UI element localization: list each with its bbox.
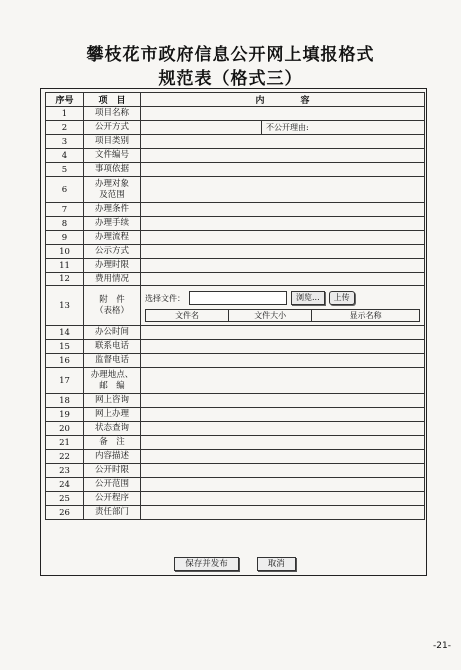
row-item-label: 费用情况 (84, 273, 141, 286)
row-item-label: 备 注 (84, 436, 141, 450)
browse-button[interactable]: 浏览... (291, 291, 325, 305)
row-content-field[interactable] (141, 217, 425, 231)
table-row (46, 273, 425, 286)
table-row (46, 231, 425, 245)
row-content-field[interactable] (141, 231, 425, 245)
row-number: 2 (46, 121, 84, 135)
row-item-label: 办理对象 及范围 (84, 177, 141, 203)
non-disclosure-reason-label: 不公开理由: (266, 123, 309, 132)
row-number: 10 (46, 245, 84, 259)
row-item-label: 办理条件 (84, 203, 141, 217)
row-content-field[interactable] (141, 436, 425, 450)
row-item-label: 联系电话 (84, 340, 141, 354)
header-item: 项 目 (84, 93, 141, 107)
row-content-field[interactable] (141, 259, 425, 273)
table-row (46, 368, 425, 394)
row-number: 20 (46, 422, 84, 436)
table-row (46, 259, 425, 273)
row-number: 12 (46, 273, 84, 286)
table-row (46, 340, 425, 354)
row-content-field[interactable] (141, 354, 425, 368)
row-content-field[interactable] (141, 492, 425, 506)
file-select-row (141, 289, 424, 307)
action-bar (46, 556, 424, 572)
file-path-input[interactable] (189, 291, 287, 305)
table-row (46, 436, 425, 450)
row-number: 23 (46, 464, 84, 478)
table-row (46, 121, 425, 135)
row-content-field[interactable] (141, 394, 425, 408)
row-content-field[interactable] (141, 326, 425, 340)
row-number: 25 (46, 492, 84, 506)
attachment-column-header: 显示名称 (349, 311, 382, 320)
table-row (46, 177, 425, 203)
table-row (46, 478, 425, 492)
row-number: 15 (46, 340, 84, 354)
cancel-button[interactable]: 取消 (257, 557, 296, 571)
table-row (46, 163, 425, 177)
row-number: 22 (46, 450, 84, 464)
row-content-field[interactable] (141, 135, 425, 149)
row-content-field[interactable] (141, 408, 425, 422)
table-row (46, 450, 425, 464)
row-number: 13 (46, 286, 84, 326)
row-number: 11 (46, 259, 84, 273)
header-no: 序号 (46, 93, 84, 107)
document-title-line2: 规范表（格式三） (158, 69, 303, 89)
row-item-label: 办理手续 (84, 217, 141, 231)
row-content-field[interactable] (141, 506, 425, 520)
row-item-label: 网上咨询 (84, 394, 141, 408)
row-content-field[interactable] (141, 478, 425, 492)
row-content-field[interactable] (141, 177, 425, 203)
document-title-line1: 攀枝花市政府信息公开网上填报格式 (86, 45, 375, 65)
content-divider (261, 120, 262, 135)
row-item-label: 办公时间 (84, 326, 141, 340)
attachment-column-header: 文件名 (146, 310, 229, 321)
row-content-field[interactable] (141, 450, 425, 464)
table-row (46, 492, 425, 506)
table-row (46, 506, 425, 520)
table-row (46, 245, 425, 259)
upload-button[interactable]: 上传 (329, 291, 355, 305)
table-row (46, 354, 425, 368)
row-content-field[interactable] (141, 107, 425, 121)
row-number: 26 (46, 506, 84, 520)
row-number: 9 (46, 231, 84, 245)
row-number: 16 (46, 354, 84, 368)
table-row (46, 326, 425, 340)
row-content-field[interactable] (141, 464, 425, 478)
row-number: 1 (46, 107, 84, 121)
attachment-column-header: 文件大小 (229, 310, 312, 321)
row-number: 21 (46, 436, 84, 450)
row-content-field (141, 286, 425, 326)
row-content-field[interactable] (141, 422, 425, 436)
row-content-field[interactable] (141, 245, 425, 259)
row-number: 7 (46, 203, 84, 217)
row-item-label: 责任部门 (84, 506, 141, 520)
form-table (45, 92, 425, 520)
row-item-label: 附 件 （表格） (84, 286, 141, 326)
save-publish-button[interactable]: 保存并发布 (174, 557, 239, 571)
attachment-list-header (145, 309, 420, 322)
row-item-label: 状态查询 (84, 422, 141, 436)
row-number: 5 (46, 163, 84, 177)
row-item-label: 内容描述 (84, 450, 141, 464)
row-content-field[interactable] (141, 273, 425, 286)
row-content-field[interactable] (141, 368, 425, 394)
row-number: 4 (46, 149, 84, 163)
row-item-label: 项目类别 (84, 135, 141, 149)
table-row (46, 394, 425, 408)
select-file-label: 选择文件： (145, 293, 185, 303)
table-row (46, 107, 425, 121)
row-number: 3 (46, 135, 84, 149)
row-content-field[interactable] (141, 203, 425, 217)
row-item-label: 事项依据 (84, 163, 141, 177)
row-item-label: 公开范围 (84, 478, 141, 492)
row-number: 17 (46, 368, 84, 394)
row-item-label: 公开程序 (84, 492, 141, 506)
table-row (46, 135, 425, 149)
row-item-label: 网上办理 (84, 408, 141, 422)
row-item-label: 办理地点、 邮 编 (84, 368, 141, 394)
row-item-label: 文件编号 (84, 149, 141, 163)
row-number: 24 (46, 478, 84, 492)
page-number: -21- (433, 641, 451, 651)
row-number: 14 (46, 326, 84, 340)
table-row (46, 408, 425, 422)
row-item-label: 办理流程 (84, 231, 141, 245)
row-item-label: 项目名称 (84, 107, 141, 121)
table-row (46, 217, 425, 231)
row-number: 6 (46, 177, 84, 203)
row-item-label: 公开时限 (84, 464, 141, 478)
row-item-label: 监督电话 (84, 354, 141, 368)
row-item-label: 公示方式 (84, 245, 141, 259)
table-row (46, 203, 425, 217)
row-content-field[interactable] (141, 149, 425, 163)
row-content-field[interactable] (141, 340, 425, 354)
row-number: 18 (46, 394, 84, 408)
row-number: 8 (46, 217, 84, 231)
header-content: 内 容 (141, 93, 425, 107)
row-item-label: 公开方式 (84, 121, 141, 135)
row-item-label: 办理时限 (84, 259, 141, 273)
table-row (46, 422, 425, 436)
table-row (46, 149, 425, 163)
row-number: 19 (46, 408, 84, 422)
row-content-field[interactable] (141, 121, 425, 135)
row-content-field[interactable] (141, 163, 425, 177)
table-row (46, 464, 425, 478)
table-row (46, 286, 425, 326)
